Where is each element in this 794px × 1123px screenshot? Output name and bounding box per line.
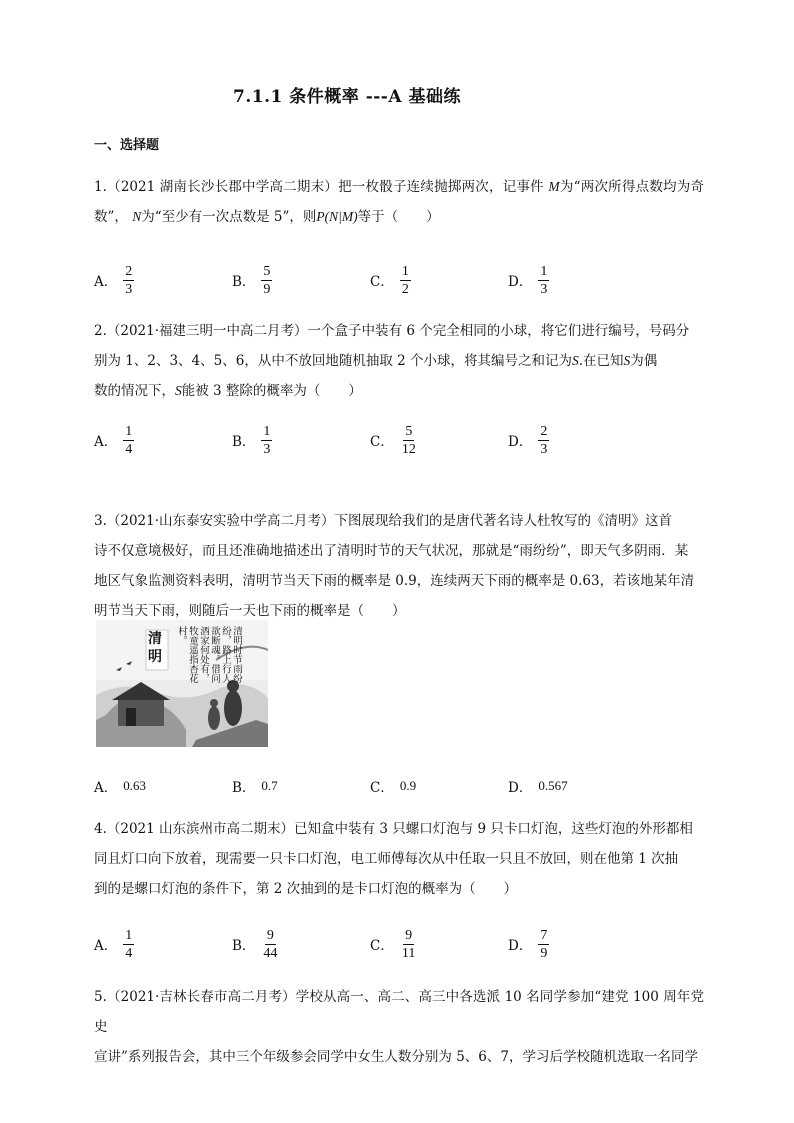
q2-line2: 别为 1、2、3、4、5、6，从中不放回地随机抽取 2 个小球，将其编号之和记为S.在已知S为偶 [94, 353, 658, 369]
q4-option-b[interactable]: B． $\frac{9}{44}$ [232, 927, 278, 961]
q3-line1: 3.（2021·山东泰安实验中学高二月考）下图展现给我们的是唐代著名诗人杜牧写的《清明》这首 [94, 513, 673, 529]
fraction: $\frac{1}{4}$ [125, 423, 133, 457]
q4-option-d[interactable]: D． $\frac{7}{9}$ [508, 927, 548, 961]
fraction: $\frac{9}{11}$ [401, 927, 416, 961]
q1-options [94, 258, 704, 302]
question-4 [94, 814, 704, 904]
q4-line1: 4.（2021 山东滨州市高二期末）已知盒中装有 3 只螺口灯泡与 9 只卡口灯泡，这些灯泡的外形都相 [94, 821, 693, 837]
q4-line3: 到的是螺口灯泡的条件下，第 2 次抽到的是卡口灯泡的概率为（ ） [94, 881, 518, 897]
q1-event-m: M [548, 179, 560, 194]
fraction: $\frac{5}{9}$ [263, 263, 271, 297]
q1-suffix: 等于（ [357, 209, 399, 225]
fraction: $\frac{2}{3}$ [540, 423, 548, 457]
question-3 [94, 506, 704, 626]
q3-option-b[interactable]: B． 0.7 [232, 778, 278, 796]
fraction: $\frac{1}{3}$ [263, 423, 271, 457]
illustration-title: 清明 [148, 631, 162, 665]
q1-mid1: 为“两次所得点数均为奇数”， [94, 179, 704, 225]
q2-option-b[interactable]: B． $\frac{1}{3}$ [232, 423, 271, 457]
q1-option-c[interactable]: C． $\frac{1}{2}$ [370, 263, 409, 297]
q2-option-c[interactable]: C． $\frac{5}{12}$ [370, 423, 416, 457]
q3-option-c[interactable]: C． 0.9 [370, 778, 417, 796]
q3-line4: 明节当天下雨，则随后一天也下雨的概率是（ ） [94, 603, 406, 619]
q1-option-d[interactable]: D． $\frac{1}{3}$ [508, 263, 548, 297]
q3-line3: 地区气象监测资料表明，清明节当天下雨的概率是 0.9，连续两天下雨的概率是 0.63，若该地某年清 [94, 573, 695, 589]
q1-option-a[interactable]: A． $\frac{2}{3}$ [94, 263, 133, 297]
page-title: 7.1.1 条件概率 ---A 基础练 [233, 87, 461, 107]
fraction: $\frac{1}{4}$ [125, 927, 133, 961]
fraction: $\frac{7}{9}$ [540, 927, 548, 961]
fraction: $\frac{2}{3}$ [125, 263, 133, 297]
fraction: $\frac{9}{44}$ [263, 927, 278, 961]
question-1 [94, 172, 704, 232]
q1-probability-expression: P(N|M) [316, 209, 358, 224]
q4-line2: 同且灯口向下放着，现需要一只卡口灯泡，电工师傅每次从中任取一只且不放回，则在他第 1 次抽 [94, 851, 679, 867]
q5-line2: 宣讲”系列报告会，其中三个年级参会同学中女生人数分别为 5、6、7，学习后学校随机选取一名同学 [94, 1049, 698, 1065]
q3-option-a[interactable]: A． 0.63 [94, 778, 146, 796]
q1-event-n: N [132, 209, 142, 224]
q4-options [94, 922, 704, 966]
q4-option-c[interactable]: C． $\frac{9}{11}$ [370, 927, 416, 961]
fraction: $\frac{1}{3}$ [540, 263, 548, 297]
question-5 [94, 982, 704, 1072]
q4-option-a[interactable]: A． $\frac{1}{4}$ [94, 927, 133, 961]
fraction: $\frac{1}{2}$ [401, 263, 409, 297]
qingming-illustration [96, 620, 268, 747]
q2-line3: 数的情况下，S能被 3 整除的概率为（ ） [94, 383, 362, 399]
q1-prefix: 1.（2021 湖南长沙长郡中学高二期末）把一枚骰子连续抛掷两次，记事件 [94, 179, 544, 195]
q2-option-d[interactable]: D． $\frac{2}{3}$ [508, 423, 548, 457]
q1-close-paren: ） [426, 209, 440, 225]
q1-option-b[interactable]: B． $\frac{5}{9}$ [232, 263, 271, 297]
q2-option-a[interactable]: A． $\frac{1}{4}$ [94, 423, 133, 457]
q1-mid2: 为“至少有一次点数是 5”，则 [141, 209, 317, 225]
fraction: $\frac{5}{12}$ [401, 423, 416, 457]
q5-line1: 5.（2021·吉林长春市高二月考）学校从高一、高二、高三中各选派 10 名同学参加“建党 100 周年党史 [94, 989, 704, 1035]
q2-line1: 2.（2021·福建三明一中高二月考）一个盒子中装有 6 个完全相同的小球，将它们进行编号，号码分 [94, 323, 690, 339]
q3-option-d[interactable]: D． 0.567 [508, 778, 568, 796]
q3-line2: 诗不仅意境极好，而且还准确地描述出了清明时节的天气状况，那就是“雨纷纷”，即天气多阴雨．某 [94, 543, 689, 559]
question-2 [94, 316, 704, 406]
section-heading: 一、选择题 [94, 138, 160, 153]
q3-options [94, 764, 704, 808]
illustration-poem: 清明时节雨纷纷，路上行人欲断魂。借问酒家何处有，牧童遥指杏花村。 [176, 626, 242, 683]
q2-options [94, 418, 704, 462]
